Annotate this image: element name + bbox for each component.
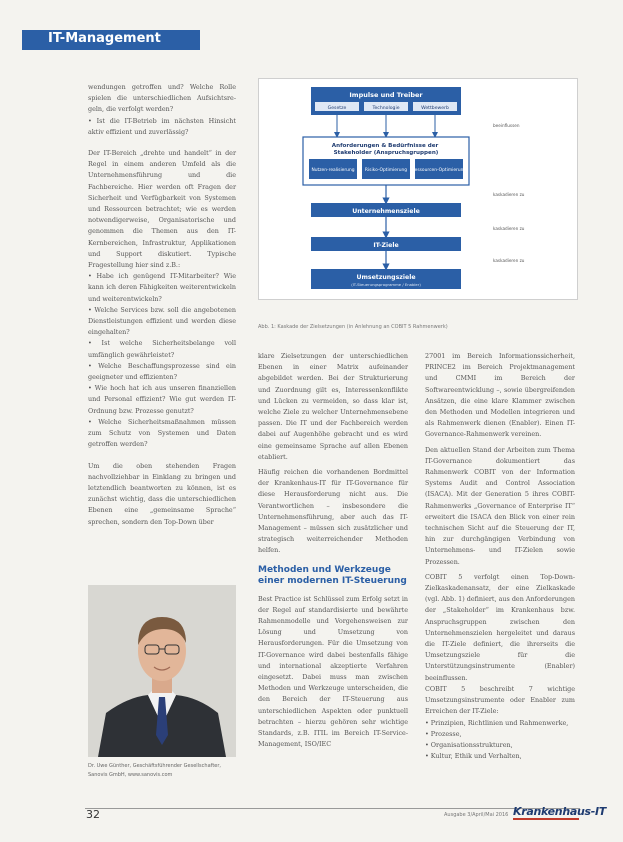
goal-cascade-figure xyxy=(258,78,578,300)
text-column-2 xyxy=(258,351,408,751)
stakeholder-title-text: Anforderungen & Bedürfnisse der xyxy=(331,143,439,149)
driver-chip-label: Wettbewerb xyxy=(421,106,449,111)
bullet-item: • Welche Beschaffungsprozesse sind ein geeigneter und effizienten? xyxy=(88,361,236,382)
section-header-title: IT-Management xyxy=(48,31,161,46)
bullet-item: • Wie hoch hat ich aus unseren finanziellen und Personal effizient? Wie gut werden IT-Ordnung bzw. Prozesse genutzt? xyxy=(88,384,236,415)
it-goals-label: IT-Ziele xyxy=(373,242,399,249)
paragraph: Um die oben stehenden Fragen nachvollziehbar in Einklang zu bringen und letztendlich beantworten zu können, ist es zunächst wichtig, dass die unterschiedlichen Ebenen eine „gemeinsame Sprache“ sprechen, sondern den Top-Down über xyxy=(88,461,236,526)
paragraph: wendungen getroffen und? Welche Rolle spielen die unterschiedlichen Aufsichtsre- geln, die verfolgt werden? xyxy=(88,83,236,114)
stakeholder-box-title xyxy=(332,143,440,156)
bullet-item: • Kultur, Ethik und Verhalten, xyxy=(425,752,522,761)
enabler-goals-sublabel: (IT-Steuerungsprogramme / Enabler) xyxy=(351,282,421,287)
enabler-goals-label: Umsetzungsziele xyxy=(356,274,416,281)
brand-underline xyxy=(513,818,579,820)
paragraph: klare Zielsetzungen der unterschiedlichen Ebenen in einer Matrix aufeinander abgebildet werden. Bei der Strukturierung und Zuordnung gilt es, Interessenkonflikte und Lücken zu vermeiden, so dass klar ist, welche Ziele zu welcher Unternehmensebene passen. Die IT und der Fachbereich werden dabei auf Augenhöhe gebracht und es wird eine gemeinsame Sprache auf allen Ebenen etabliert. xyxy=(258,352,408,461)
need-chip-label: Nutzen-realisierung xyxy=(311,168,355,173)
footer-rule xyxy=(85,808,580,809)
photo-caption: Dr. Uwe Günther, Geschäftsführender Gesellschafter, Sanovis GmbH, www.sanovis.com xyxy=(88,763,222,778)
enterprise-goals-label: Unternehmensziele xyxy=(352,208,420,215)
paragraph: COBIT 5 beschreibt 7 wichtige Umsetzungsinstrumente oder Enabler zum Erreichen der IT-Ziele: xyxy=(425,684,575,716)
bullet-item: • Prinzipien, Richtlinien und Rahmenwerke, xyxy=(425,718,569,727)
cascade-label: kaskadieren zu xyxy=(493,226,525,231)
driver-chip-label: Gesetze xyxy=(327,106,347,111)
issue-info: Ausgabe 3/April/Mai 2016 xyxy=(444,812,509,818)
section-heading: Methoden und Werkzeuge einer modernen IT-Steuerung xyxy=(258,564,407,586)
figure-caption: Abb. 1: Kaskade der Zielsetzungen (in Anlehnung an COBIT 5 Rahmenwerk) xyxy=(258,324,448,330)
paragraph: Best Practice ist Schlüssel zum Erfolg setzt in der Regel auf standardisierte und bewährte Rahmenmodelle und Vorgehensweisen zur Lösung und Umsetzung von Herausforderungen. Für die Umsetzung von IT-Governance wird dabei bestenfalls fähige und international akzeptierte Verfahren eingesetzt. Dabei muss man zwischen Methoden und Werkzeuge unterscheiden, die den Bereich der IT-Steuerung aus unterschiedlichen Aspekten oder punktuell betrachten – hierzu gehören sehr wichtige Standards, z.B. ITIL im Bereich IT-Service-Management, ISO/IEC xyxy=(258,594,408,749)
bullet-item: • Prozesse, xyxy=(425,729,462,738)
bullet-item: • Welche Sicherheitsmaßnahmen müssen zum Schutz von Systemen und Daten getroffen werden? xyxy=(88,417,236,449)
drivers-box-title: Impulse und Treiber xyxy=(349,91,423,99)
text-column-1 xyxy=(88,82,236,528)
bullet-item: • Ist welche Sicherheitsbelange voll umfänglich gewährleistet? xyxy=(88,339,236,359)
bullet-item: • Organisationsstrukturen, xyxy=(425,740,513,749)
need-chip-label: Ressourcen-Optimierung xyxy=(411,168,467,173)
stakeholder-title-text-line2: Stakeholder (Anspruchsgruppen) xyxy=(333,150,439,156)
paragraph: Häufig reichen die vorhandenen Bordmittel der Krankenhaus-IT für IT-Governance für diese Herausforderung nicht aus. Die Verantwortlichen – insbesondere die Unternehmensführung, aber auch das IT-Management – müssen sich zusätzlicher und strategisch weiterreichender Methoden helfen. xyxy=(258,468,408,555)
need-chip-label: Risiko-Optimierung xyxy=(364,168,408,173)
bullet-item: • Welche Services bzw. soll die angebotenen Dienstleistungen effizient und werden diese eingehalten? xyxy=(88,305,236,337)
paragraph: Der IT-Bereich „drehte und handelt“ in der Regel in einem anderen Umfeld als die Unternehmensführung und die Fachbereiche. Hier werden oft Fragen der Sicherheit und Verfügbarkeit von Systemen und Ressourcen betrachtet; wie es werden notwendigerweise, Organisatorische und genommen die Themen aus den IT-Kernbereichen, Infrastruktur, Applikationen und Support diskutiert. Typische Fragestellung hier sind z.B.: xyxy=(88,149,236,270)
influence-label: beeinflussen xyxy=(493,123,520,128)
paragraph: COBIT 5 verfolgt einen Top-Down-Zielkaskadenansatz, der eine Zielkaskade (vgl. Abb. 1) definiert, aus den Anforderungen der „Stakeholder“ im Krankenhaus bzw. Anspruchsgruppen zwischen den Unternehmenszielen hergeleitet und daraus die IT-Ziele definiert, die ihrerseits die Umsetzungsziele für die Unterstützungsinstrumente (Enabler) beeinflussen. xyxy=(425,572,575,682)
cascade-label: kaskadieren zu xyxy=(493,192,525,197)
paragraph: 27001 im Bereich Informationssicherheit, PRINCE2 im Bereich Projektmanagement und CMMI im Bereich der Softwareentwicklung –, sowie übergreifenden Ansätzen, die eine klare Klammer zwischen den Methoden und Modellen integrieren und als Rahmenwerk dienen (Enabler). Einen IT-Governance-Rahmenwerk vereinen. xyxy=(425,352,575,439)
portrait-illustration xyxy=(88,585,236,757)
text-column-3 xyxy=(425,351,575,762)
goal-cascade-diagram xyxy=(259,79,577,299)
paragraph: Den aktuellen Stand der Arbeiten zum Thema IT-Governance dokumentiert das Rahmenwerk COBIT von der Information Systems Audit and Control Association (ISACA). Mit der Generation 5 ihres COBIT-Rahmenwerks „Governance of Enterprise IT“ erweitert die ISACA den Blick von einer rein technischen Sicht auf die Steuerung der IT, hin zur durchgängigen Verbindung von Unternehmens- und IT-Zielen sowie Prozessen. xyxy=(425,445,575,566)
magazine-brand-logo: Krankenhaus-IT xyxy=(513,805,607,818)
author-portrait-photo xyxy=(88,585,236,757)
driver-chip-label: Technologie xyxy=(372,106,400,111)
page-number: 32 xyxy=(86,808,100,821)
cascade-label: kaskadieren zu xyxy=(493,258,525,263)
bullet-item: • Ist die IT-Betrieb im nächsten Hinsicht aktiv effizient und zuverlässig? xyxy=(88,116,236,136)
bullet-item: • Habe ich genügend IT-Mitarbeiter? Wie kann ich deren Fähigkeiten weiterentwickeln und weiterentwickeln? xyxy=(88,272,236,303)
